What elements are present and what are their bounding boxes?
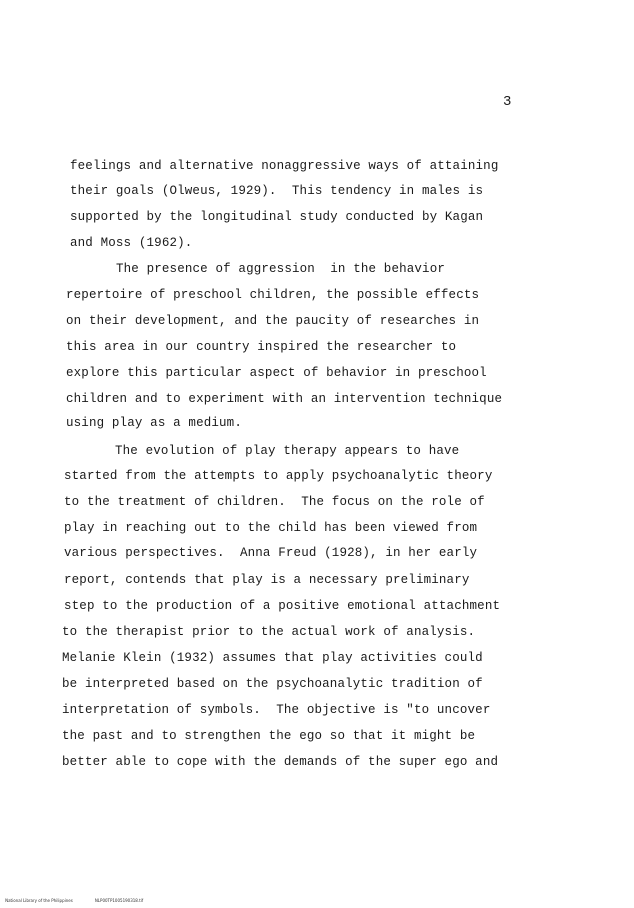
text-line-16: various perspectives. Anna Freud (1928), in her early — [64, 546, 478, 560]
text-line-12: The evolution of play therapy appears to have — [115, 444, 460, 458]
text-line-15: play in reaching out to the child has been viewed from — [64, 521, 478, 535]
text-line-13: started from the attempts to apply psychoanalytic theory — [64, 469, 493, 483]
text-line-20: Melanie Klein (1932) assumes that play activities could — [62, 651, 483, 665]
text-line-5: The presence of aggression in the behavior — [116, 262, 446, 276]
text-line-6: repertoire of preschool children, the possible effects — [66, 288, 480, 302]
text-line-19: to the therapist prior to the actual work of analysis. — [62, 625, 476, 639]
text-line-7: on their development, and the paucity of researches in — [66, 314, 480, 328]
text-line-2: their goals (Olweus, 1929). This tendency in males is — [70, 184, 484, 198]
text-line-11: using play as a medium. — [66, 416, 242, 430]
text-line-24: better able to cope with the demands of the super ego and — [62, 755, 499, 769]
text-line-8: this area in our country inspired the researcher to — [66, 340, 457, 354]
text-line-10: children and to experiment with an intervention technique — [66, 392, 503, 406]
text-line-1: feelings and alternative nonaggressive ways of attaining — [70, 159, 499, 173]
page-number: 3 — [503, 94, 512, 110]
text-line-4: and Moss (1962). — [70, 236, 193, 250]
text-line-23: the past and to strengthen the ego so that it might be — [62, 729, 476, 743]
text-line-22: interpretation of symbols. The objective is "to uncover — [62, 703, 491, 717]
text-line-17: report, contends that play is a necessary preliminary — [64, 573, 470, 587]
text-line-14: to the treatment of children. The focus on the role of — [64, 495, 485, 509]
text-line-9: explore this particular aspect of behavior in preschool — [66, 366, 487, 380]
footer-library: National Library of the Philippines — [5, 898, 73, 903]
text-line-18: step to the production of a positive emotional attachment — [64, 599, 501, 613]
text-line-21: be interpreted based on the psychoanalytic tradition of — [62, 677, 483, 691]
scan-footer — [0, 893, 165, 908]
text-line-3: supported by the longitudinal study conducted by Kagan — [70, 210, 484, 224]
footer-code: NLP00TP1005190318.tif — [94, 898, 144, 903]
